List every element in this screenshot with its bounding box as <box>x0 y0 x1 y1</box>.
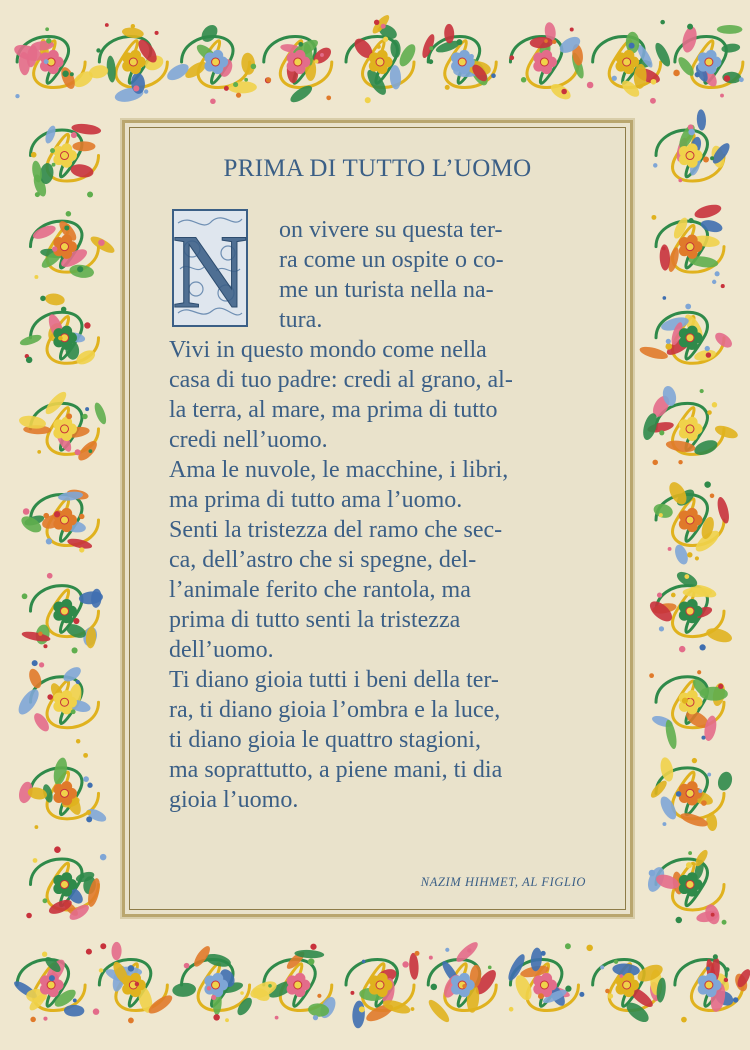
poem-line: ma prima di tutto ama l’uomo. <box>169 487 463 513</box>
poem-title: PRIMA DI TUTTO L’UOMO <box>223 155 532 182</box>
dropcap-letter: N <box>172 213 248 327</box>
poem-line: Vivi in questo mondo come nella <box>169 337 487 363</box>
poem-line: prima di tutto senti la tristezza <box>169 607 461 633</box>
poem-signature: NAZIM HIHMET, AL FIGLIO <box>420 875 586 889</box>
poem-line: ca, dell’astro che si spegne, del- <box>169 547 477 573</box>
poem-line: Senti la tristezza del ramo che sec- <box>169 517 503 543</box>
poem-line: ma soprattutto, a piene mani, ti dia <box>169 757 503 783</box>
poem-line: ra come un ospite o co- <box>279 247 504 273</box>
poem-line: l’animale ferito che rantola, ma <box>169 577 471 603</box>
poem-panel <box>122 120 633 917</box>
poem-line: ra, ti diano gioia l’ombra e la luce, <box>169 697 501 723</box>
poem-line: credi nell’uomo. <box>169 427 328 453</box>
poem-line: dell’uomo. <box>169 637 274 663</box>
ornamental-initial-icon <box>172 209 248 327</box>
poem-line: gioia l’uomo. <box>169 787 299 813</box>
poem-line: casa di tuo padre: credi al grano, al- <box>169 367 513 393</box>
poem-line: ti diano gioia le quattro stagioni, <box>169 727 481 753</box>
poem-line: on vivere su questa ter- <box>279 217 503 243</box>
poem-line: Ama le nuvole, le macchine, i libri, <box>169 457 509 483</box>
poem-line: la terra, al mare, ma prima di tutto <box>169 397 498 423</box>
poem-line: me un turista nella na- <box>279 277 494 303</box>
poem-line: tura. <box>279 307 323 333</box>
poem-line: Ti diano gioia tutti i beni della ter- <box>169 667 499 693</box>
